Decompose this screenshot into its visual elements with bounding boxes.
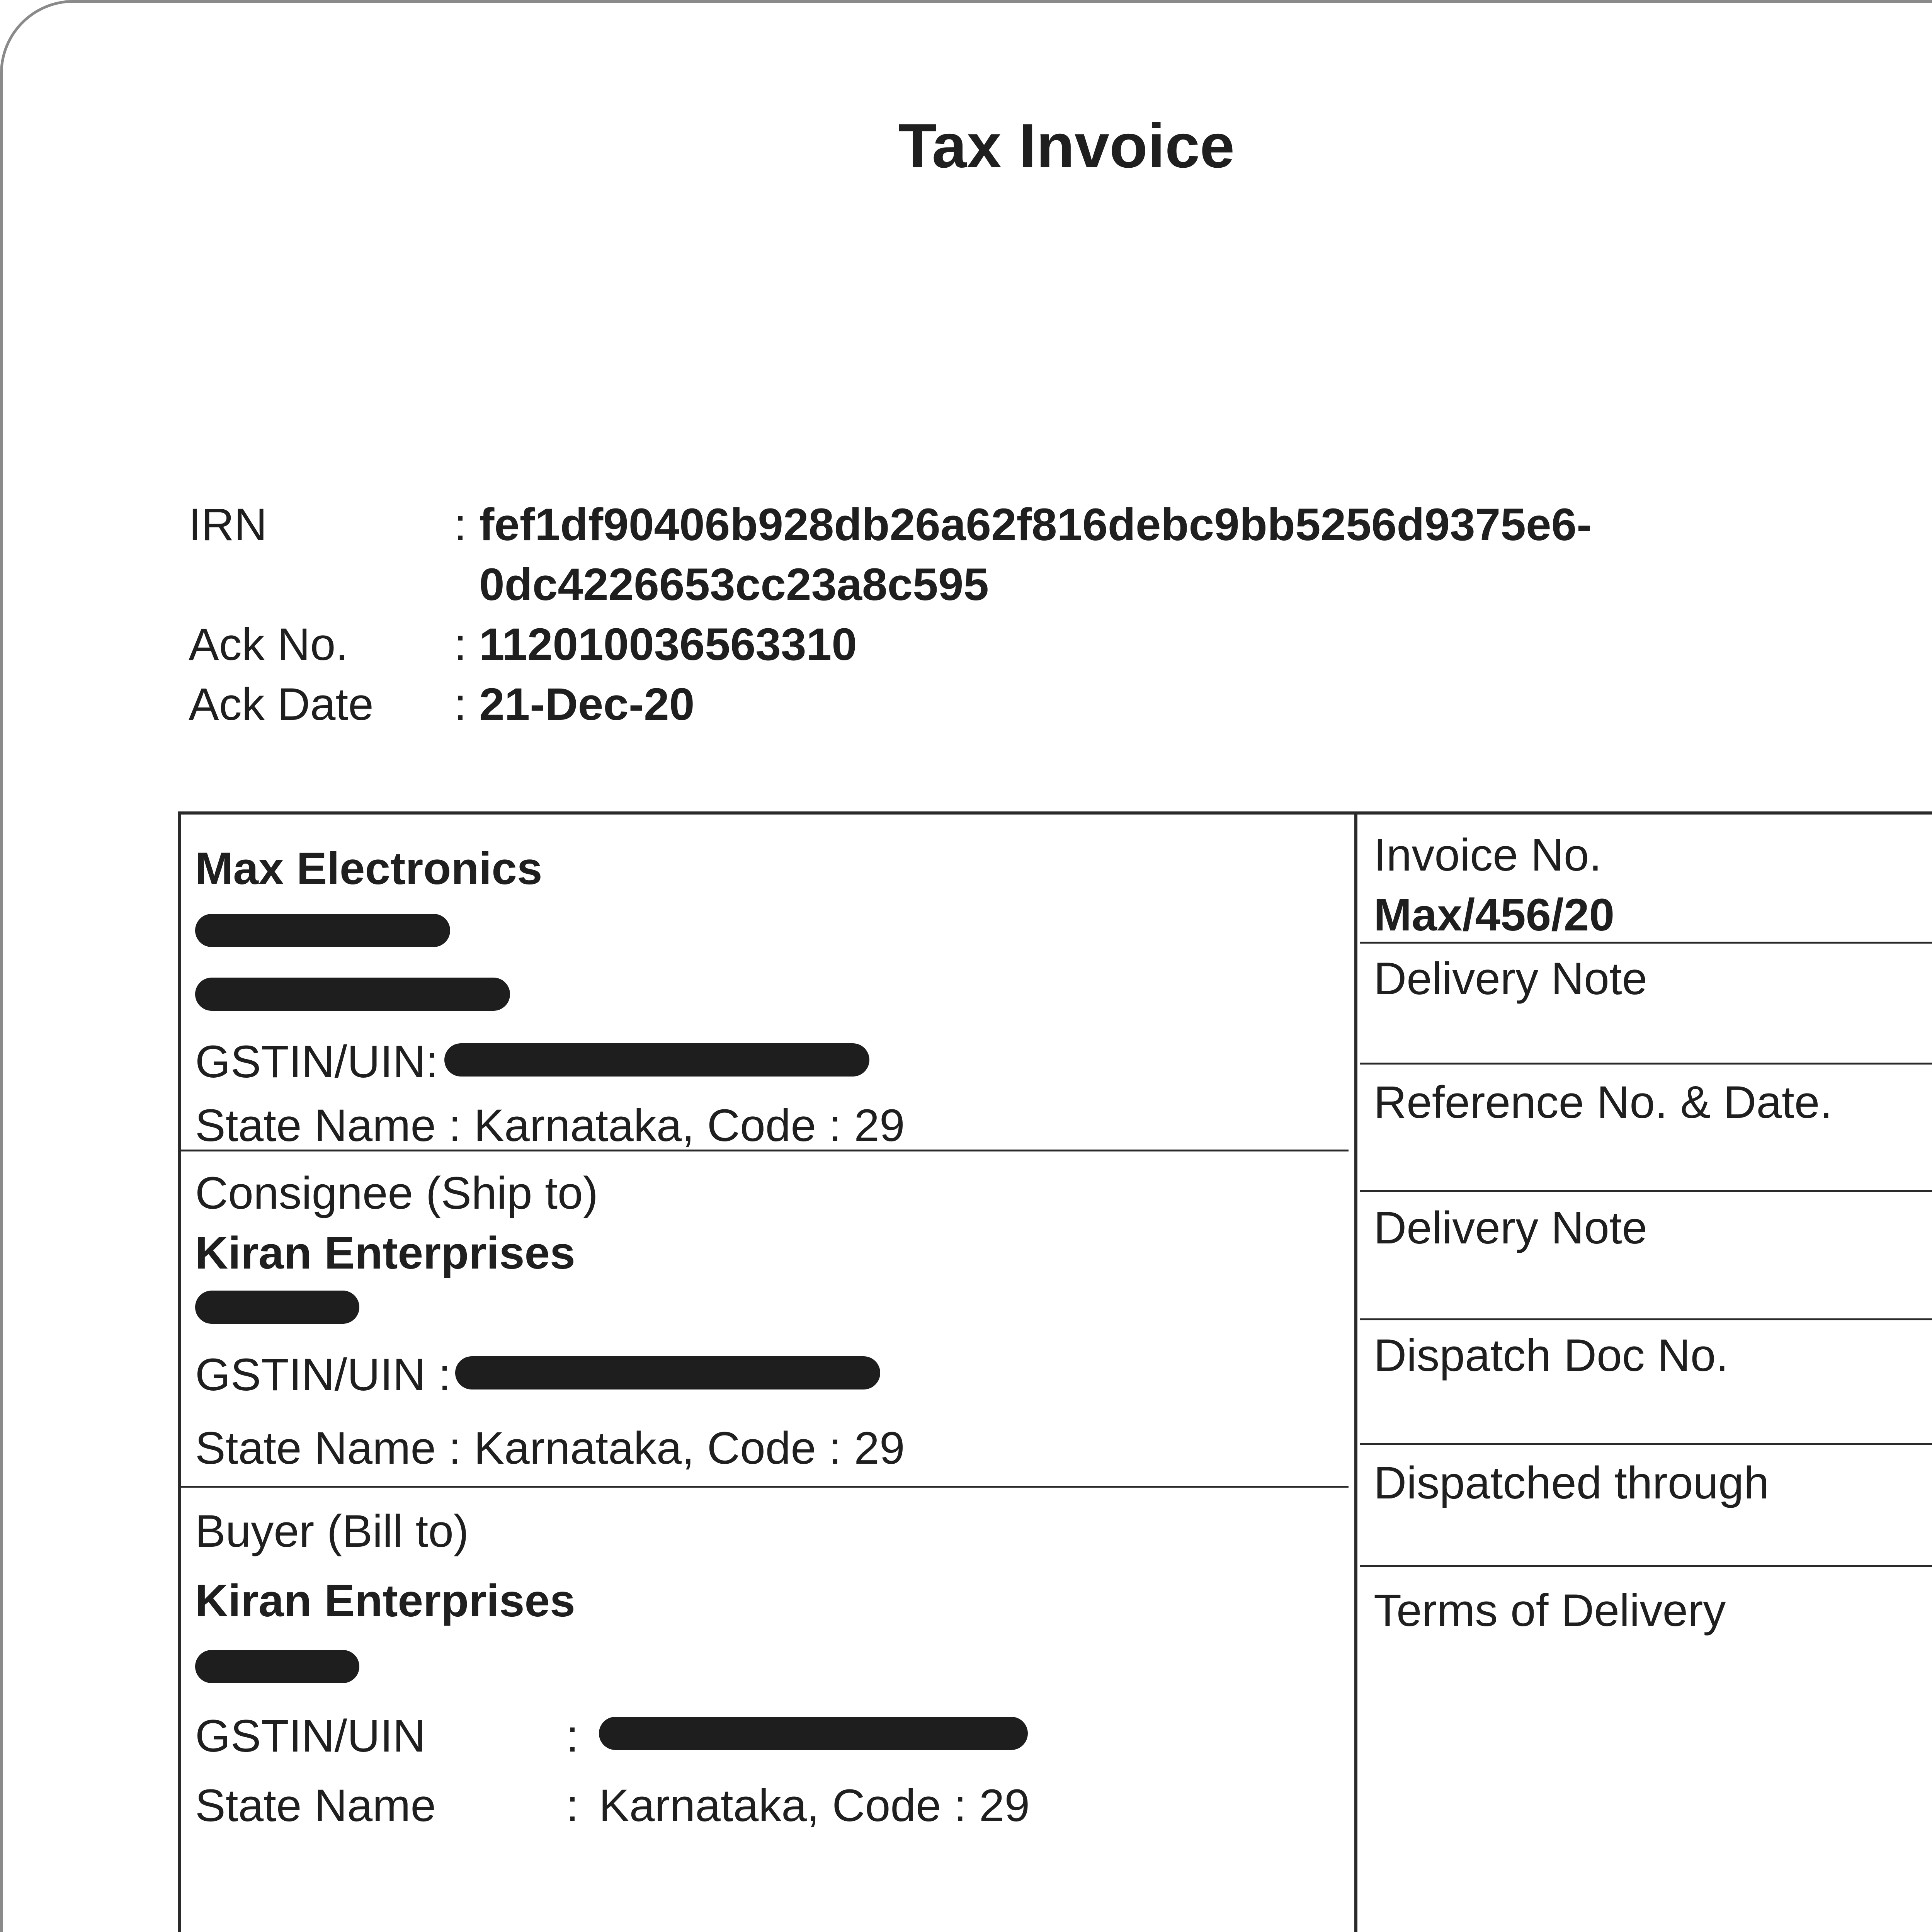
details-row-divider-5 (1360, 1443, 1932, 1445)
details-row-divider-6 (1360, 1565, 1932, 1567)
seller-state: State Name : Karnataka, Code : 29 (195, 1100, 905, 1151)
ack-date-label: Ack Date (189, 679, 374, 730)
consignee-gstin-label: GSTIN/UIN : (195, 1349, 451, 1400)
seller-gstin-redaction (444, 1043, 869, 1077)
invoice-no-value: Max/456/20 (1374, 889, 1615, 940)
consignee-gstin-redaction (455, 1356, 880, 1389)
details-row-divider-4 (1360, 1318, 1932, 1320)
irn-value-line2: 0dc4226653cc23a8c595 (479, 559, 989, 610)
dispatch-doc-label: Dispatch Doc No. (1374, 1330, 1729, 1381)
details-row-divider-3 (1360, 1190, 1932, 1192)
buyer-address-redaction (195, 1650, 359, 1683)
irn-colon: : (454, 499, 467, 550)
irn-value-line1: fef1df90406b928db26a62f816debc9bb5256d9375e6- (479, 499, 1592, 550)
delivery-note-label-2: Delivery Note (1374, 1202, 1648, 1253)
irn-label: IRN (189, 499, 267, 550)
consignee-divider (178, 1486, 1349, 1488)
seller-address-redaction-1 (195, 914, 450, 947)
buyer-heading: Buyer (Bill to) (195, 1506, 469, 1557)
consignee-heading: Consignee (Ship to) (195, 1168, 598, 1219)
ack-no-value: 112010036563310 (479, 619, 857, 670)
page-title: Tax Invoice (898, 111, 1235, 181)
details-row-divider-2 (1360, 1063, 1932, 1065)
buyer-gstin-colon: : (566, 1711, 579, 1762)
consignee-address-redaction (195, 1291, 359, 1324)
ack-date-value: 21-Dec-20 (479, 679, 695, 730)
ack-no-label: Ack No. (189, 619, 349, 670)
buyer-state-label: State Name (195, 1780, 436, 1831)
ack-no-colon: : (454, 619, 467, 670)
dispatched-through-label: Dispatched through (1374, 1458, 1769, 1509)
box-middle-divider (1354, 811, 1357, 1932)
buyer-gstin-label: GSTIN/UIN (195, 1711, 426, 1762)
ack-date-colon: : (454, 679, 467, 730)
seller-name: Max Electronics (195, 843, 543, 894)
buyer-state-colon: : (566, 1780, 579, 1831)
box-top-border (178, 811, 1932, 815)
consignee-state: State Name : Karnataka, Code : 29 (195, 1423, 905, 1474)
reference-label: Reference No. & Date. (1374, 1077, 1833, 1128)
terms-of-delivery-label: Terms of Delivery (1374, 1585, 1726, 1636)
details-row-divider-1 (1360, 942, 1932, 944)
invoice-no-label: Invoice No. (1374, 830, 1602, 881)
buyer-state-value: Karnataka, Code : 29 (599, 1780, 1030, 1831)
seller-address-redaction-2 (195, 978, 510, 1011)
consignee-name: Kiran Enterprises (195, 1228, 575, 1279)
delivery-note-label: Delivery Note (1374, 953, 1648, 1004)
box-left-border (178, 811, 181, 1932)
buyer-name: Kiran Enterprises (195, 1575, 575, 1626)
seller-gstin-label: GSTIN/UIN: (195, 1036, 439, 1087)
buyer-gstin-redaction (599, 1717, 1028, 1750)
